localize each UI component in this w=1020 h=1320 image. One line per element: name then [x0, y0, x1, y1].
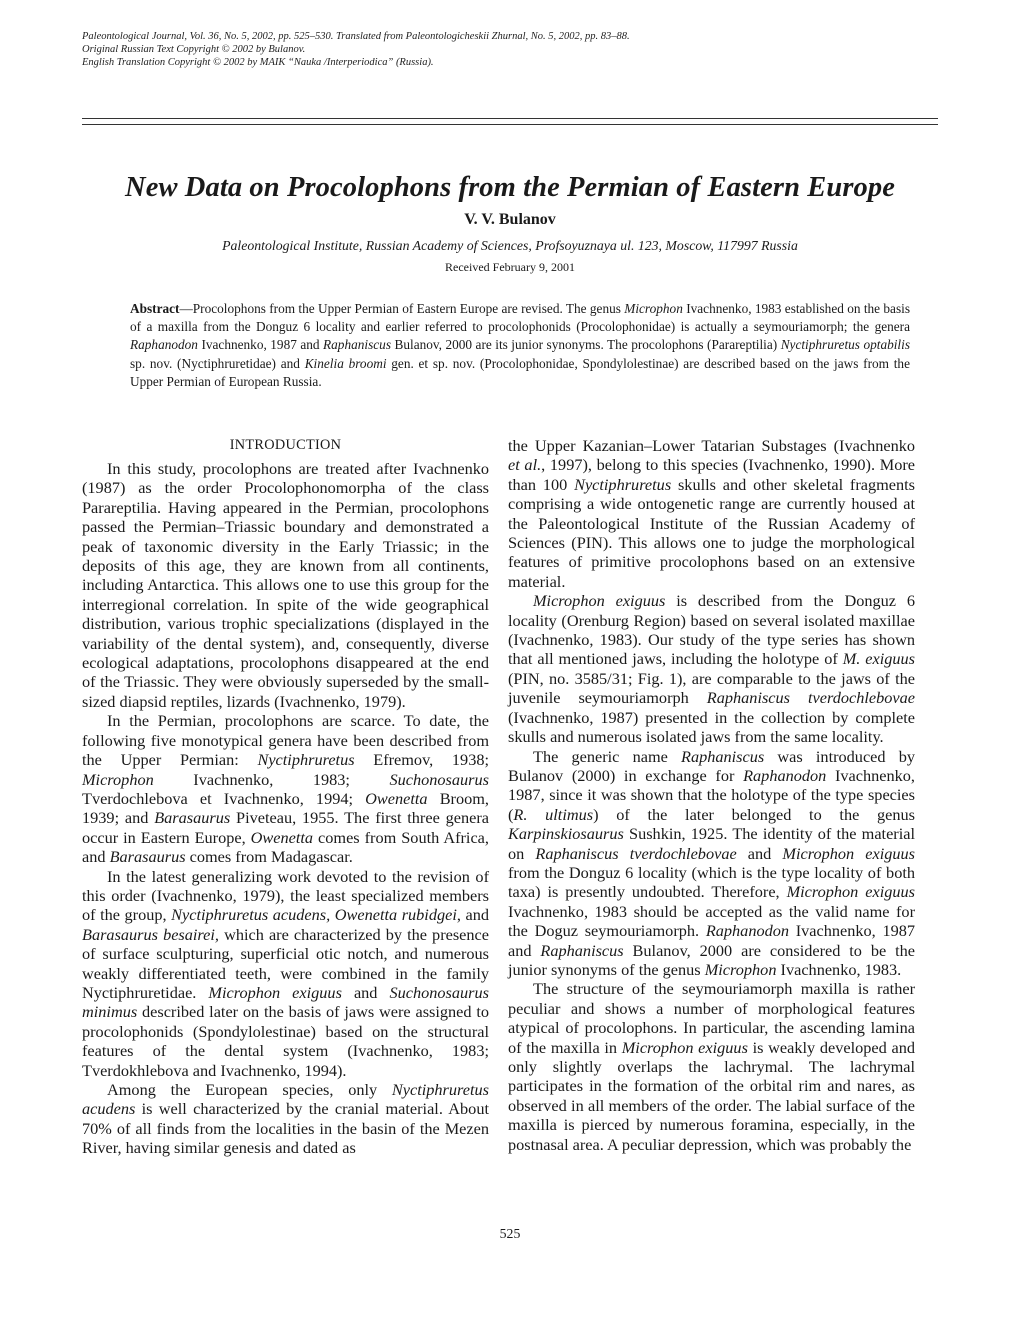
abstract-text: Ivachnenko, 1987 and — [197, 337, 324, 353]
taxon-name: Raphaniscus — [323, 337, 391, 353]
section-heading-introduction: INTRODUCTION — [229, 437, 342, 453]
paragraph: Among the European species, only Nyctiphruretus acudens is well characterized by the cranial material. About 70% of all finds from the localities in the basin of the Mezen River, having similar genesis and dated as — [82, 1080, 489, 1158]
original-copyright-line: Original Russian Text Copyright © 2002 by Bulanov. — [82, 44, 306, 55]
header-rule-thick — [82, 118, 938, 119]
page-number: 525 — [499, 1226, 521, 1241]
abstract-text: —Procolophons from the Upper Permian of Eastern Europe are revised. The genus — [179, 301, 625, 316]
abstract-text: Ivachnenko, 1983 established on the basis of a maxilla from the Donguz 6 locality and earlier referred to procolophonids (Procolophonidae) is actually a seymouriamorph; the genera — [130, 301, 910, 335]
abstract-text: Bulanov, 2000 are its junior synonyms. The procolophons (Parareptilia) — [391, 337, 781, 353]
left-column — [82, 436, 489, 1158]
abstract-label: Abstract — [130, 301, 180, 316]
abstract-text: sp. nov. (Nyctiphruretidae) and — [130, 355, 305, 371]
author: V. V. Bulanov — [464, 211, 556, 228]
paragraph: In the Permian, procolophons are scarce. To date, the following five monotypical genera have been described from the Upper Permian: Nyctiphruretus Efremov, 1938; Microphon Ivachnenko, 1983; Suchonosaurus Tverdochlebova et Ivachnenko, 1994; Owenetta Broom, 1939; and Barasaurus Piveteau, 1955. The first three genera occur in Eastern Europe, Owenetta comes from South Africa, and Barasaurus comes from Madagascar. — [82, 711, 490, 867]
translation-copyright-line: English Translation Copyright © 2002 by MAIK “Nauka /Interperiodica” (Russia). — [82, 57, 434, 68]
paragraph: The generic name Raphaniscus was introduced by Bulanov (2000) in exchange for Raphanodon Ivachnenko, 1987, since it was shown that the holotype of the type species (R. ultimus) of the later belonged to the genus Karpinskiosaurus Sushkin, 1925. The identity of the material on Raphaniscus tverdochlebovae and Microphon exiguus from the Donguz 6 locality (which is the type locality of both taxa) is presently undoubted. Therefore, Microphon exiguus Ivachnenko, 1983 should be accepted as the valid name for the Doguz seymouriamorph. Raphanodon Ivachnenko, 1987 and Raphaniscus Bulanov, 2000 are considered to be the junior synonyms of the genus Microphon Ivachnenko, 1983. — [508, 746, 916, 979]
taxon-name: Nyctiphruretus optabilis — [780, 337, 910, 353]
taxon-name: Kinelia broomi — [304, 355, 387, 371]
taxon-name: Raphanodon — [130, 337, 198, 353]
received-date: Received February 9, 2001 — [445, 260, 575, 274]
paragraph: In this study, procolophons are treated after Ivachnenko (1987) as the order Procolophonomorpha of the class Parareptilia. Having appeared in the Permian, procolophons passed the Permian–Triassic boundary and demonstrated a peak of taxonomic diversity in the Early Triassic; in the deposits of this age, they are known from all continents, including Antarctica. This allows one to use this group for the interregional correlation. In spite of the wide geographical distribution, various trophic specializations (displayed in the variability of the dental system), and, consequently, diverse ecological adaptations, procolophons disappeared at the end of the Triassic. They were obviously superseded by the small-sized diapsid reptiles, lizards (Ivachnenko, 1979). — [82, 459, 489, 711]
journal-header — [82, 30, 942, 69]
abstract — [130, 300, 910, 391]
article-title: New Data on Procolophons from the Permian of Eastern Europe — [125, 172, 895, 203]
taxon-name: Microphon — [624, 301, 683, 316]
header-rule-thin — [82, 124, 938, 125]
affiliation: Paleontological Institute, Russian Academy of Sciences, Profsoyuznaya ul. 123, Moscow, 117997 Russia — [222, 238, 798, 253]
paragraph: The structure of the seymouriamorph maxilla is rather peculiar and shows a number of morphological features atypical of procolophons. In particular, the ascending lamina of the maxilla in Microphon exiguus is weakly developed and only slightly overlaps the lachrymal. The lachrymal participates in the formation of the orbital rim and nares, as observed in all members of the order. The labial surface of the maxilla is pierced by numerous foramina, especially, in the postnasal area. A peculiar depression, which was probably the — [508, 979, 915, 1154]
paragraph-continued: the Upper Kazanian–Lower Tatarian Substages (Ivachnenko et al., 1997), belong to this species (Ivachnenko, 1990). More than 100 Nyctiphruretus skulls and other skeletal fragments comprising a wide ontogenetic range are currently housed at the Paleontological Institute of the Russian Academy of Sciences (PIN). This allows one to judge the morphological features of primitive procolophons based on an extensive material. — [508, 436, 916, 591]
paragraph: Microphon exiguus is described from the Donguz 6 locality (Orenburg Region) based on several isolated maxillae (Ivachnenko, 1983). Our study of the type series has shown that all mentioned jaws, including the holotype of M. exiguus (PIN, no. 3585/31; Fig. 1), are comparable to the jaws of the juvenile seymouriamorph Raphaniscus tverdochlebovae (Ivachnenko, 1987) presented in the collection by complete skulls and numerous isolated jaws from the same locality. — [508, 591, 915, 747]
abstract-text: gen. et sp. nov. (Procolophonidae, Spondylolestinae) are described based on the jaws from the Upper Permian of European Russia. — [130, 355, 910, 389]
paragraph: In the latest generalizing work devoted to the revision of this order (Ivachnenko, 1979), the least specialized members of the group, Nyctiphruretus acudens, Owenetta rubidgei, and Barasaurus besairei, which are characterized by the presence of surface sculpturing, superficial otic notch, and numerous weakly differentiated teeth, were combined in the family Nyctiphruretidae. Microphon exiguus and Suchonosaurus minimus described later on the basis of jaws were assigned to procolophonids (Spondylolestinae) based on the structural features of the dental system (Ivachnenko, 1983; Tverdokhlebova and Ivachnenko, 1994). — [82, 866, 489, 1080]
right-column — [508, 436, 915, 1154]
citation-line: Paleontological Journal, Vol. 36, No. 5, 2002, pp. 525–530. Translated from Paleontologicheskii Zhurnal, No. 5, 2002, pp. 83–88. — [82, 31, 630, 42]
